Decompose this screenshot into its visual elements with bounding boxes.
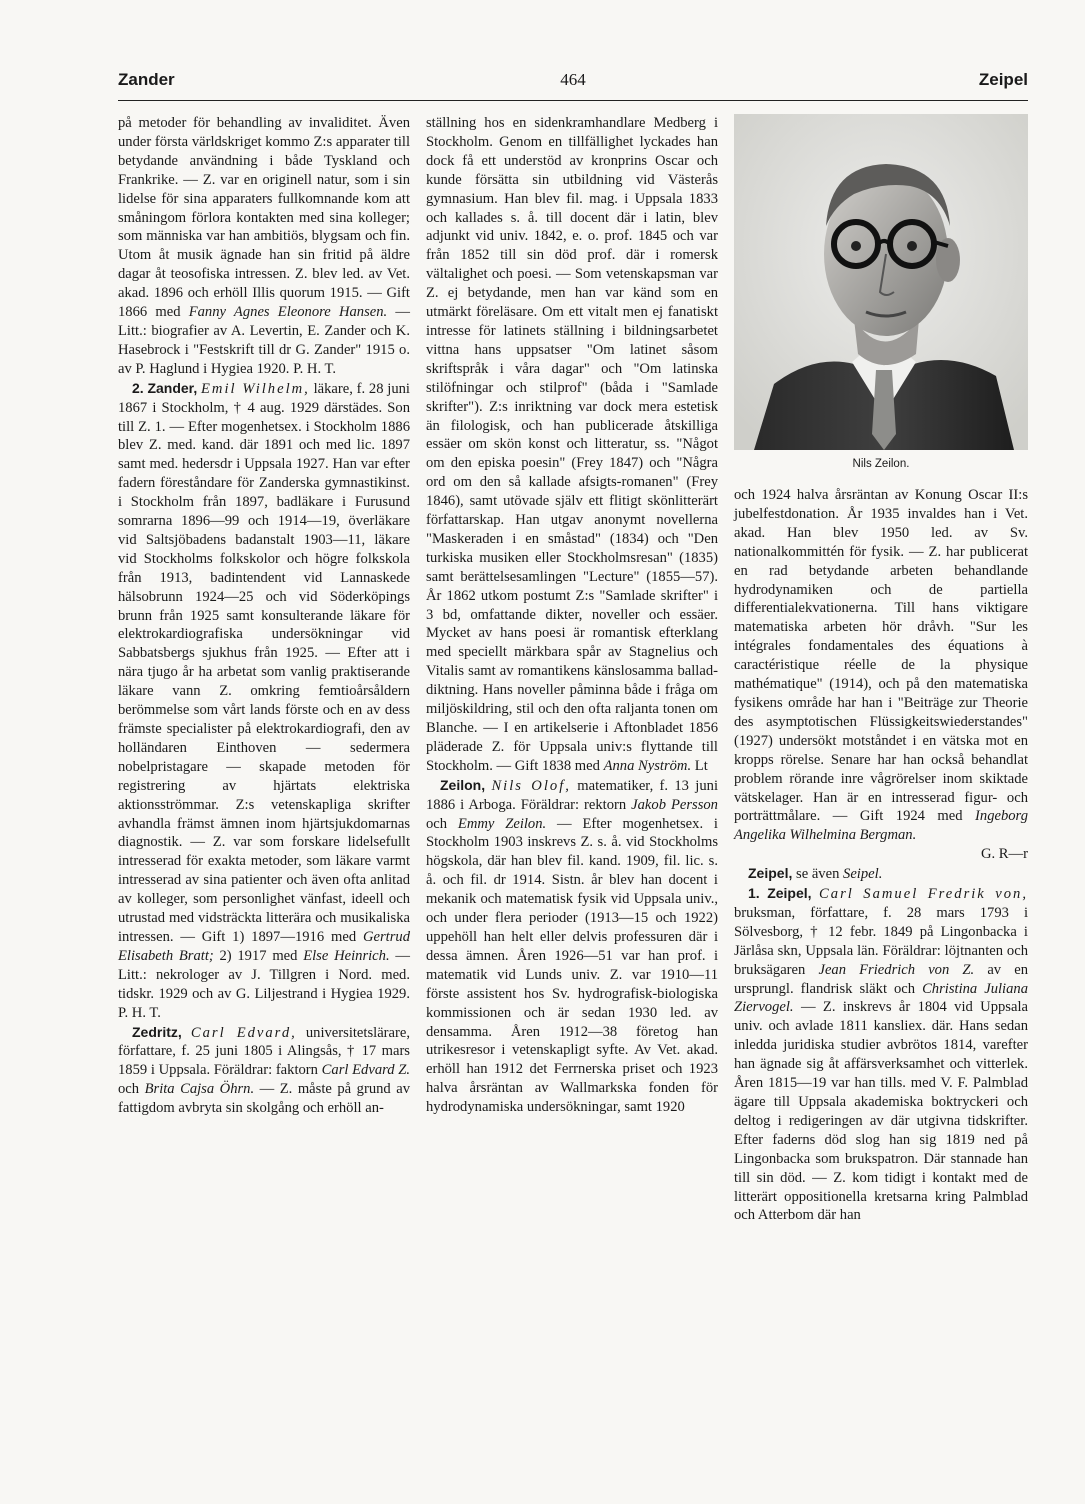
entry-headword: Zeilon, <box>440 776 486 793</box>
entry-text: och <box>118 1081 140 1098</box>
portrait-illustration <box>734 114 1028 450</box>
entry-zeipel-carl <box>734 884 1028 1225</box>
header-rule <box>118 100 1028 101</box>
parent-name: Emmy Zeilon. <box>457 815 547 832</box>
entry-headword: Zedritz, <box>132 1023 182 1040</box>
entry-number: 2. <box>132 379 144 396</box>
entry-literature: — Litt.: nekrologer av J. Tillgren i Nord. med. tidskr. 1929 och av G. Liljestrand i Hygiea 1929. <box>118 947 410 1002</box>
entry-text: på metoder för behandling av invaliditet. Även under första världskriget kommo Z:s apparater till betydande användning i både Tyskland och Frankrike. — Z. var en originell natur, som i sin lidelse för sina apparaters fullkomnande kom att småningom förlora kontakten med sina kolleger; som människa var han ambitiös, blygsam och fin. Utom åt musik ägnade han sin fritid på äldre dagar åt teosofiska intressen. Z. blev led. av Vet. akad. 1896 och erhöll Illis quorum 1915. — Gift 1866 med <box>118 115 410 321</box>
entry-signature: G. R—r <box>980 846 1028 863</box>
photo-caption: Nils Zeilon. <box>852 458 910 470</box>
column-1 <box>118 114 410 1118</box>
entry-zedritz <box>118 1023 410 1119</box>
entry-literature: — Litt.: biografier av A. Levertin, E. Zander och K. Hasebrock i "Festskrift till dr G. Zander" 1915 o. av P. Haglund i Hygiea 1920. <box>118 304 410 377</box>
parent-name: Brita Cajsa Öhrn. <box>144 1081 255 1098</box>
column-3 <box>734 486 1028 1225</box>
entry-continuation <box>118 114 410 379</box>
portrait-photo <box>734 114 1028 454</box>
entry-zeilon <box>426 776 718 1117</box>
parent-name: Carl Edvard Z. <box>321 1062 410 1079</box>
entry-zander-emil <box>118 379 410 1023</box>
entry-number: 1. <box>748 885 760 902</box>
portrait-image <box>734 114 1028 450</box>
spouse-name: Ingeborg Angelika Wilhelmina Bergman. <box>734 808 1028 844</box>
entry-text: universitetslärare, författare, f. 25 juni 1805 i Alingsås, † 17 mars 1859 i Uppsala. Föräldrar: faktorn <box>118 1024 410 1079</box>
entry-text: bruksman, författare, f. 28 mars 1793 i Sölvesborg, † 12 febr. 1849 på Lingonbacka i Järlåsa skn, Uppsala län. Föräldrar: löjtnanten och bruksägaren <box>734 904 1028 978</box>
spouse-name: Else Heinrich. <box>303 947 390 964</box>
page-number: 464 <box>560 70 586 89</box>
entry-headword: Zeipel, <box>767 885 812 902</box>
column-2 <box>426 114 718 1117</box>
entry-headword: Zander, <box>147 379 198 396</box>
entry-text: — Z. måste på grund av fattigdom avbryta sin skolgång och erhöll an- <box>118 1081 410 1117</box>
header-left-word: Zander <box>118 70 175 89</box>
spouse-name: Fanny Agnes Eleonore Hansen. <box>188 304 388 321</box>
parent-name: Jakob Persson <box>631 796 718 813</box>
entry-zeipel-see <box>734 864 1028 884</box>
entry-given-name: Carl Edvard, <box>190 1024 297 1041</box>
entry-given-name: Carl Samuel Fredrik von, <box>819 886 1028 903</box>
spouse-name: Anna Nyström. <box>603 757 692 774</box>
entry-text: och <box>426 815 448 832</box>
entry-text: — Z. inskrevs år 1804 vid Uppsala univ. och avlade 1811 kansliex. där. Hans sedan inledda juridiska studier avbrötos 1814, varefter han ägnade sig åt affärsverksamhet och vitterlek. Åren 1815—19 var han tills. med V. F. Palmblad ägare till Uppsala akademiska boktryckeri och deltog i redigeringen av där utgivna tidskrifter. Efter faderns död slog han sig 1819 ned på Lingonbacka som brukspatron. Där stannade han till sin död. — Z. kom tidigt i kontakt med de litterärt oppositionella kretsarna kring Palmblad och Atterbom där han <box>734 999 1028 1224</box>
entry-text: matematiker, f. 13 juni 1886 i Arboga. Föräldrar: rektorn <box>426 777 719 813</box>
parent-name: Jean Friedrich von Z. <box>818 961 975 978</box>
header-right-word: Zeipel <box>978 70 1028 89</box>
entry-continuation <box>426 114 718 776</box>
entry-text: läkare, f. 28 juni 1867 i Stockholm, † 4 aug. 1929 därstädes. Son till Z. 1. — Efter mogenhetsex. i Stockholm 1886 blev Z. med. kand. där 1891 och med lic. 1897 samt med. hedersdr i Uppsala 1927. Han var efter fadern föreståndare för Zanderska gymnastikinst. i Stockholm från 1897, badläkare i Furusund somrarna 1896—99 och 1914—19, överläkare vid Saltsjöbadens badanstalt 1903—11, läkare vid Stockholms folkskolor och högre folkskola från 1913, badintendent vid Lannaskede hälsobrunn 1924—25 och vid Söderköpings brunn från 1925 samt konsulterande läkare för elektrokardiografiska undersökningar vid Sabbatsbergs sjukhus från 1925. — Efter att i nära tjugo år ha arbetat som vanlig praktiserande läkare vann Z. omkring femtioårsåldern berömmelse som vårt lands förste och en av dess främste specialister på elektrokardiografi, den av holländaren Einthoven — sedermera nobelpristagare — skapade metoden för registrering av hjärtats elektriska aktionsströmmar. Z:s vetenskapliga skrifter avhandla främst ämnen inom hjärtsjukdomarnas diagnostik. — Z. var som forskare lidelsefullt intresserad för exakta metoder, som läkare varmt intresserad av sina patienter och även ofta anlitad av kolleger, som personlighet vänfast, ideell och utrustad med vidsträckta litterära och musikaliska intressen. — Gift 1) 1897—1916 med <box>118 380 410 945</box>
entry-signature: P. H. T. <box>118 1004 161 1021</box>
entry-given-name: Nils Olof, <box>491 777 571 794</box>
entry-text: se även <box>796 866 840 883</box>
running-header <box>118 70 1028 96</box>
entry-headword: Zeipel, <box>748 865 793 882</box>
entry-given-name: Emil Wilhelm, <box>201 380 310 397</box>
spouse-name: Gertrud Elisabeth Bratt; <box>118 928 411 964</box>
entry-text: och 1924 halva årsräntan av Konung Oscar II:s jubelfestdonation. År 1935 invaldes han i Vet. akad. Han blev 1950 led. av Sv. nationalkommittén för fysik. — Z. har publicerat en rad betydande arbeten behandlande hydrodynamiken och de partiella differentialekvationerna. Till hans viktigare matematiska arbeten hör dråvh. "Sur les intégrales fondamentales des équations à caractéristique réelle de la physique mathématique" (1914), och på den matematiska fysikens område har han i "Beiträge zur Theorie des asymptotischen Flüssigkeitswiederstandes" (1927) undersökt motståndet i en vätska mot en kropps rörelse. Senare har han också behandlat problem rörande inre vågrörelser inom skiktade vätskelager. Han är en intresserad figur- och porträttmålare. — Gift 1924 med <box>734 487 1028 825</box>
parent-name: Christina Juliana Ziervogel. <box>734 980 1028 1016</box>
cross-reference: Seipel. <box>843 866 883 883</box>
entry-text: — Efter mogenhetsex. i Stockholm 1903 inskrevs Z. s. å. vid Stockholms högskola, där han blev fil. kand. 1909, fil. lic. s. å. och fil. dr 1914. Sistn. år blev han docent i mekanik och matematisk fysik vid Uppsala univ., och under flera perioder (1913—15 och 1922) uppehöll han helt eller delvis professuren där i dessa ämnen. Åren 1926—51 var han prof. i matematik vid Lunds univ. Z. var 1910—11 förste assistent hos Sv. hydrografisk-biologiska kommissionen och är sedan 1930 led. av densamma. Åren 1912—38 företog han utrikesresor i vetenskapligt syfte. Av Vet. akad. erhöll han 1912 det Ferrnerska priset och 1923 halva årsräntan av Wallmarkska fonden för hydrodynamiska undersökningar, samt 1920 <box>426 815 718 1116</box>
entry-continuation <box>734 486 1028 845</box>
entry-text: av en ursprungl. flandrisk släkt och <box>734 961 1029 997</box>
entry-signature: P. H. T. <box>293 360 336 377</box>
entry-signature: Lt <box>694 757 708 774</box>
entry-text: 2) 1917 med <box>219 947 298 964</box>
entry-text: ställning hos en sidenkramhandlare Medberg i Stockholm. Genom en tillfällighet lyckades han dock få ett understöd av kronprins Oscar och kunde försätta sin utbildning vid Västerås gymnasium. Han blev fil. mag. i Uppsala 1833 och kallades s. å. till docent där i latin, blev adjunkt vid univ. 1842, e. o. prof. 1845 och var från 1852 till sin död prof. där i romersk vältalighet och poesi. — Som vetenskapsman var Z. ej betydande, men han var känd som en utmärkt föreläsare. Om ett vitalt men ej fanatiskt intresse för latinets ställning i bildningsarbetet vittna hans uppsatser "Om latinet såsom skriftspråk i våra dagar" och "Om latinska stilöfningar och stilprof" (båda i "Samlade skrifter"). Z:s inriktning var dock mera estetisk än filologisk, och han publicerade åtskilliga essäer om skön konst och litteratur, ss. "Något om den episka poesin" (Frey 1847) och "Några ord om den så kallade afsigts-romanen" (Frey 1846), samt utövade själv ett flitigt skönlitterärt författarskap. Han utgav anonymt novellerna "Maskeraden i en småstad" (1834) och "Den turkiska musiken eller Stockholmsresan" (1835) samt berättelsesamlingen "Lecture" (1855—57). År 1862 utkom postumt Z:s "Samlade skrifter" i 3 bd, omfattande dikter, noveller och essäer. Mycket av hans poesi är romantisk efterklang med speciellt märkbara spår av Stagnelius och Vitalis samt av romantikens känslosamma ballad-diktning. Hans noveller påminna både i fråga om miljöskildring, stil och den ofta raljanta tonen om Blanche. — I en artikelserie i Aftonbladet 1856 pläderade Z. för Uppsala univ:s flyttande till Stockholm. — Gift 1838 med <box>426 115 718 774</box>
